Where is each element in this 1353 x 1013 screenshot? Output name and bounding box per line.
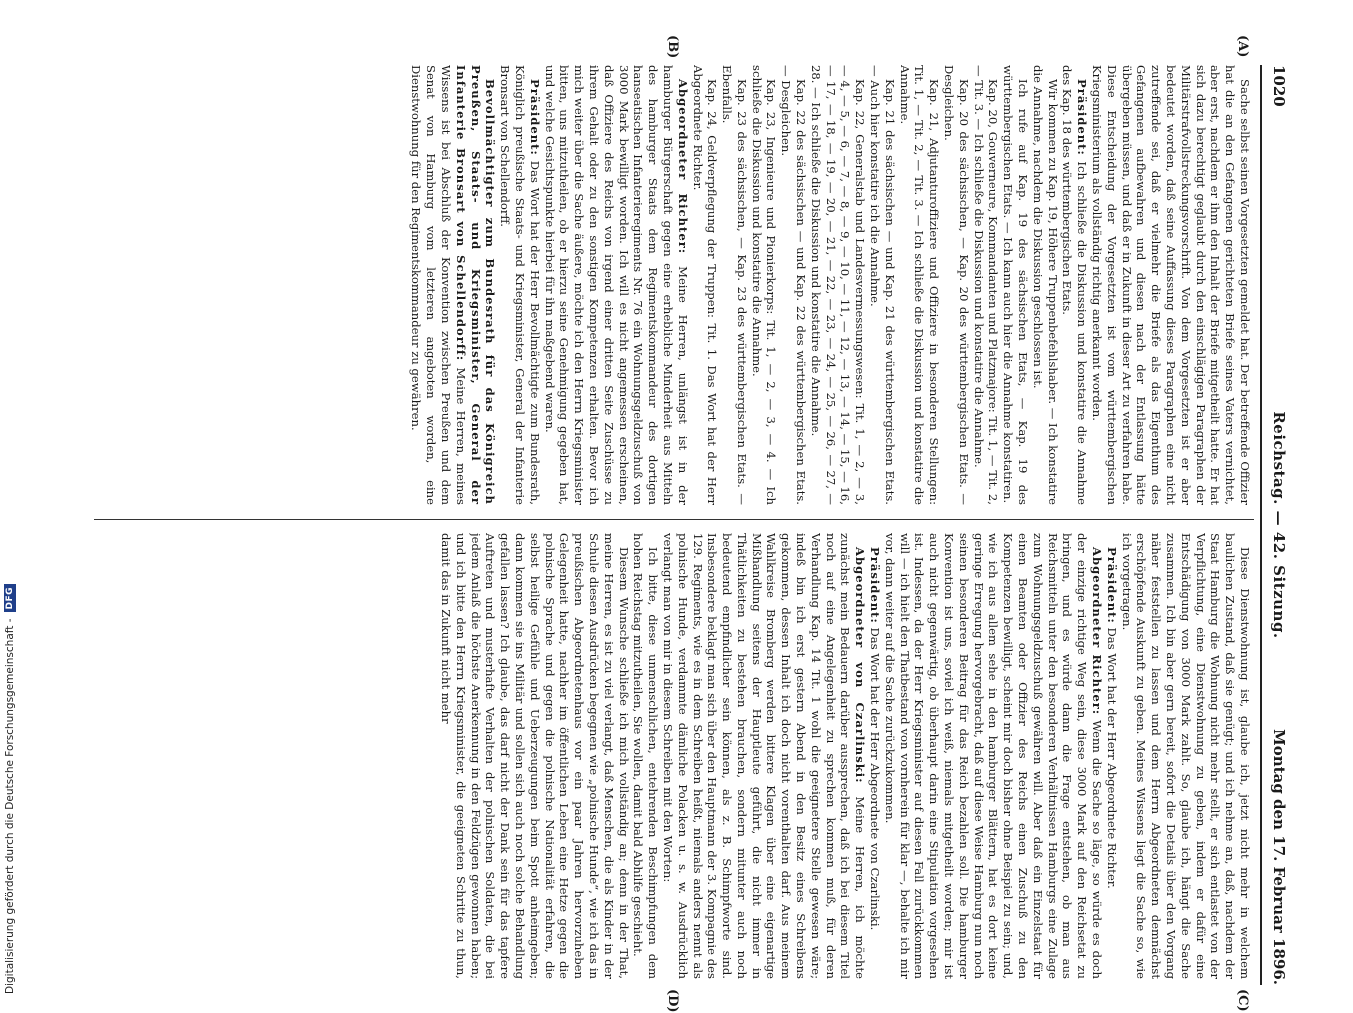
paragraph-text: Meine Herren, ich möchte zunächst mein Bedauern darüber aussprechen, daß ich bei diesem Titel noch auf eine Angelegenheit zu sprechen kommen muß, für deren Verhandlung Kap. 14 Tit. 1 wohl die geeignetere Stelle gewesen wäre; indeß bin ich erst gestern Abend in den Besitz eines Schreibens gekommen, dessen Inhalt ich doch nicht vorenthalten darf. Aus meinem Wahlkreise Bromberg werden bittere Klagen über eine eigenartige Mißhandlung seitens der Hauptleute geführt, die nicht immer in Thätlichkeiten zu bestehen brauchen, sondern mitunter auch noch bedeutend empfindlicher sein können, als z. B. Schimpfworte sind. Insbesondere beklagt man sich über den Hauptmann der 3. Kompagnie des 129. Regiments, wie es in dem Schreiben heißt, niemals anders nennt als polnische Hunde, verdammte dämliche Polacken u. s. w. Ausdrücklich verlangt man von mir in diesem Schreiben mit den Worten: <box>660 533 868 979</box>
left-column-paragraph <box>971 65 1001 505</box>
margin-marker-b: (B) <box>665 35 680 59</box>
paragraph-text: Ich schließe die Diskussion und konstatire die Annahme des Kap. 18 des württembergischen Etats. <box>1060 65 1090 505</box>
left-column-paragraph <box>941 65 971 505</box>
speaker-name: Bevollmächtigter zum Bundesrath für das Königreich Preußen, Staats- und Kriegsminister, General der Infanterie Bronsart von Schellendorff: <box>453 65 498 505</box>
paragraph-text: Kap. 21 des sächsischen — und Kap. 21 des württembergischen Etats. — Auch hier konstatire ich die Annahme. <box>868 65 897 505</box>
right-column-paragraph <box>867 533 882 979</box>
right-column-paragraph <box>631 533 661 979</box>
left-column-paragraph <box>690 65 720 505</box>
left-column-paragraph <box>749 65 779 505</box>
session-date: Montag den 17. Februar 1896. <box>1270 729 1288 985</box>
paragraph-text: Kap. 20 des sächsischen, — Kap. 20 des württembergischen Etats. — Desgleichen. <box>942 65 971 505</box>
left-column-paragraph <box>867 65 897 505</box>
right-column <box>97 533 1252 979</box>
speaker-name: Abgeordneter Richter: <box>675 79 690 255</box>
paragraph-text: Wenn die Sache so läge, so würde es doch der einzige richtige Weg sein, diese 3000 Mark auf den Reichsetat zu bringen, und es würde dann die Frage entstehen, ob man aus Reichsmitteln unter den besonderen Verhältnissen Hamburgs eine Zulage zum Wohnungsgeldzuschuß gewähren will. Aber daß ein Einzelstaat für einen Beamten oder Offizier des Reichs einen Zuschuß zu den Kompetenzen bewilligt, scheint mir doch bisher ohne Beispiel zu sein; und, wie ich aus allem sehe in den hamburger Blättern, hat es dort keine geringe Erregung hervorgebracht, daß auf diese Weise Hamburg nun noch seinen besonderen Beitrag für das Reich bezahlen soll. Die hamburger Konvention ist uns, soviel ich weiß, niemals mitgetheilt worden; mir ist auch nicht gegenwärtig, ob überhaupt darin eine Stipulation vorgesehen ist. Indessen, da der Herr Kriegsminister auf diesen Fall zurückkommen will — ich hielt den Thatbestand von vornherein für klar —, behalte ich mir vor, dann weiter auf die Sache zurückzukommen. <box>882 533 1105 979</box>
page-number: 1020 <box>1270 65 1288 107</box>
paragraph-text: Das Wort hat der Herr Bevollmächtigte zum Bundesrath, Königlich preußische Staats- und Kriegsminister, General der Infanterie Bronsart von Schellendorff. <box>498 65 542 505</box>
left-column-paragraph <box>808 65 867 505</box>
paragraph-text: Kap. 23 des sächsischen, — Kap. 23 des württembergischen Etats. — Ebenfalls. <box>720 65 749 505</box>
paragraph-text: Kap. 22, Generalstab und Landesvermessungswesen: Tit. 1, — 2, — 3, — 4, — 5, — 6, — 7, — 8, — 9, — 10, — 11, — 12, — 13, — 14, — 15, — 16, — 17, — 18, — 19, — 20, — 21, — 22, — 23, — 24, — 25, — 26, — 27, — 28. — Ich schließe die Diskussion und konstatire die Annahme. <box>808 65 868 505</box>
left-column-paragraph <box>497 65 541 505</box>
paragraph-text: Diese Dienstwohnung ist, glaube ich, jetzt nicht mehr in welchem baulichen Zustand, daß sie genügt; und ich nehme an, daß, nachdem der Staat Hamburg die Wohnung nicht mehr stellt, er sich entlastet von der Verpflichtung, eine Dienstwohnung zu geben, indem er dafür eine Entschädigung von 3000 Mark zahlt. So, glaube ich, hängt die Sache zusammen. Ich bin aber gern bereit, sofort die Details über den Vorgang näher feststellen zu lassen und dem Herrn Abgeordneten demnächst erschöpfende Auskunft zu geben. Meines Wissens liegt die Sache so, wie ich vorgetragen. <box>1119 533 1252 979</box>
paragraph-text: Ich bitte, diese unmenschlichen, entehrenden Beschimpfungen dem hohen Reichstag mitzutheilen, Sie wollen, damit bald Abhilfe geschieht. <box>631 533 661 979</box>
speaker-name: Präsident: <box>527 79 542 156</box>
paragraph-text: Meine Herren, meines Wissens ist bei Abschluß der Konvention zwischen Preußen und dem Senat von Hamburg vom letzteren angeboten worden, eine Dienstwohnung für den Regimentskommandeur zu gewähren. <box>409 65 468 505</box>
left-column-paragraph <box>1000 65 1030 505</box>
left-column-paragraph <box>897 65 941 505</box>
document-page <box>90 35 1290 1013</box>
paragraph-text: Das Wort hat der Herr Abgeordnete Richter. <box>1104 627 1119 889</box>
speaker-name: Präsident: <box>1075 79 1090 156</box>
margin-marker-a: (A) <box>1235 35 1250 58</box>
digitization-note: Digitalisierung gefördert durch die Deutsche Forschungsgemeinschaft - <box>4 618 16 994</box>
speaker-name: Abgeordneter von Czarlinski: <box>853 547 868 784</box>
right-column-paragraph <box>882 533 1104 979</box>
paragraph-text: Ich rufe auf Kap. 19 des sächsischen Etats, — Kap. 19 des württembergischen Etats. — Ich kann auch hier die Annahme konstatiren. <box>1001 65 1031 505</box>
paragraph-text: Sache selbst seinen Vorgesetzten gemeldet hat. Der betreffende Offizier hat die an den Gefangenen gerichteten Briefe seines Vaters vernichtet, aber erst, nachdem er ihm den Inhalt der Briefe mitgetheilt hatte. Er hat sich dazu berechtigt geglaubt durch den einschlägigen Paragraphen der Militärstrafvollstreckungsvorschrift. Von dem Vorgesetzten ist er aber bedeutet worden, daß seine Auffassung dieses Paragraphen eine nicht zutreffende sei, daß er vielmehr die Briefe als das Eigenthum des Gefangenen aufbewahren und diesen nach der Entlassung hätte übergeben müssen, und daß er in Zukunft in dieser Art zu verfahren habe. Diese Entscheidung der Vorgesetzten ist vom württembergischen Kriegsministerium als vollständig richtig anerkannt worden. <box>1090 65 1252 505</box>
speaker-name: Präsident: <box>1104 547 1119 624</box>
right-column-paragraph <box>660 533 867 979</box>
paragraph-text: Kap. 21, Adjutanturoffiziere und Offiziere in besonderen Stellungen: Tit. 1, — Tit. 2, — Tit. 3. — Ich schließe die Diskussion und konstatire die Annahme. <box>897 65 942 505</box>
paragraph-text: Kap. 20, Gouverneure, Kommandanten und Platzmajore: Tit. 1, — Tit. 2, — Tit. 3. — Ich schließe die Diskussion und konstatire die Annahme. <box>971 65 1001 505</box>
margin-marker-c: (C) <box>1235 989 1250 1012</box>
paragraph-text: Wir kommen zu Kap. 19, Höhere Truppenbefehlshaber. — Ich konstatire die Annahme, nachdem die Diskussion geschlossen ist. <box>1030 65 1060 505</box>
speaker-name: Präsident: <box>868 547 883 624</box>
paragraph-text: Das Wort hat der Herr Abgeordnete von Czarlinski. <box>868 627 883 931</box>
paragraph-text: Kap. 24, Geldverpflegung der Truppen: Tit. 1. Das Wort hat der Herr Abgeordnete Richter. <box>690 65 720 505</box>
left-column-paragraph <box>1089 65 1252 505</box>
margin-marker-d: (D) <box>665 989 680 1013</box>
speaker-name: Abgeordneter Richter: <box>1090 547 1105 716</box>
left-column-paragraph <box>719 65 749 505</box>
right-column-paragraph <box>438 533 630 979</box>
left-column-paragraph <box>1060 65 1090 505</box>
page-header <box>1260 65 1290 985</box>
paragraph-text: Meine Herren, unlängst ist in der hamburger Bürgerschaft gegen eine erhebliche Minderheit aus Mitteln des hamburger Staats dem Regimentskommandeur des dortigen hanseatischen Infanterieregiments Nr. 76 ein Wohnungsgeldzuschuß von 3000 Mark bewilligt worden. Ich will es nicht angemessen erscheinen, daß Offiziere des Reichs von irgend einer dritten Seite Zuschüsse zu ihrem Gehalt oder zu den sonstigen Kompetenzen erhalten. Bevor ich mich weiter über die Sache äußere, möchte ich den Herrn Kriegsminister bitten, uns mitzutheilen, ob er hierzu seine Genehmigung gegeben hat, und welche Gesichtspunkte hierbei für ihn maßgebend waren. <box>542 65 690 505</box>
left-column-paragraph <box>542 65 690 505</box>
dfg-logo: DFG <box>4 584 16 613</box>
column-divider <box>94 519 1254 520</box>
paragraph-text: Kap. 23, Ingenieure und Pionierkorps: Tit. 1, — 2, — 3, — 4. — Ich schließe die Diskussion und konstatire die Annahme. <box>749 65 779 505</box>
right-column-paragraph <box>1104 533 1119 979</box>
left-column <box>97 65 1252 505</box>
left-column-paragraph <box>409 65 498 505</box>
left-column-paragraph <box>779 65 809 505</box>
session-title: Reichstag. — 42. Sitzung. <box>1270 411 1288 639</box>
right-column-paragraph <box>1119 533 1252 979</box>
left-column-paragraph <box>1030 65 1060 505</box>
paragraph-text: Kap. 22 des sächsischen — und Kap. 22 des württembergischen Etats. — Desgleichen. <box>779 65 809 505</box>
paragraph-text: Diesem Wunsche schließe ich mich vollständig an; denn in der That, meine Herren, es ist zu viel verlangt, daß Menschen, die als Kinder in der Schule diesen Ausdrücken begegnen wie „polnische Hunde“, wie ich das in preußischen Abgeordnetenhaus vor ein paar Jahren hervorzuheben Gelegenheit hatte, nachher im öffentlichen Leben eine Hetze gegen die polnische Sprache und gegen die polnische Nationalität erfahren, die selbst heilige Gefühle und Ueberzeugungen beim Spott anheimgeben; dann kommen sie ins Militär und sollen sich auch noch solche Behandlung gefallen lassen? Ich glaube, das darf nicht der Dank sein für das tapfere Auftreten und musterhafte Verhalten der polnischen Soldaten, die bei jedem Anlaß die höchste Anerkennung in den Feldzügen gewonnen haben; und ich bitte den Herrn Kriegsminister, die geeigneten Schritte zu thun, damit das in Zukunft nicht mehr <box>438 533 631 979</box>
